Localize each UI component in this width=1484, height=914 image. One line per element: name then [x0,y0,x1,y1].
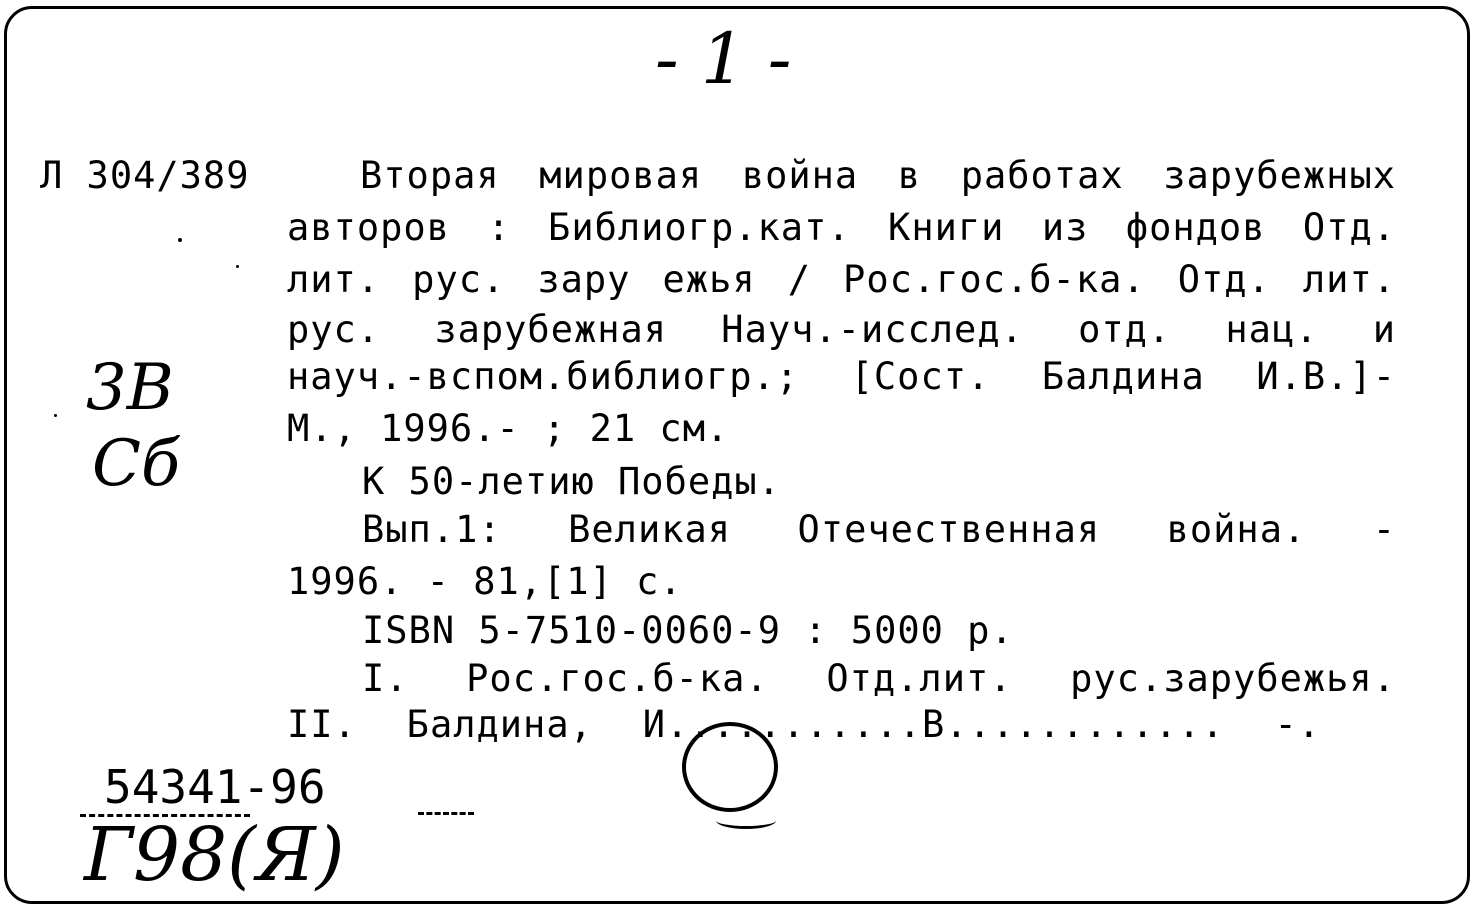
call-number: Л 304/389 [40,154,250,197]
speck [54,414,57,417]
entry-line: рус. зарубежная Науч.-исслед. отд. нац. и [287,308,1396,351]
speck [236,265,239,268]
entry-line: М., 1996.- ; 21 см. [287,407,730,450]
entry-line: Вторая мировая война в работах зарубежных [360,154,1396,197]
entry-line: II. Балдина, И...........В............ -. [287,703,1321,746]
entry-line: I. Рос.гос.б-ка. Отд.лит. рус.зарубежья. [362,657,1396,700]
entry-line: науч.-вспом.библиогр.; [Сост. Балдина И.В.]- [287,355,1396,398]
handwritten-shelf-code: Г98(Я) [84,812,345,898]
handwritten-mark-bottom: Сб [92,427,181,501]
stamp-circle [682,722,778,812]
entry-line: К 50-летию Победы. [362,460,781,503]
entry-line: лит. рус. зару ежья / Рос.гос.б-ка. Отд. лит. [287,258,1396,301]
entry-line: Вып.1: Великая Отечественная война. - [362,508,1396,551]
faded-text-fragment [418,812,474,820]
entry-line: авторов : Библиогр.кат. Книги из фондов Отд. [287,206,1396,249]
handwritten-mark-top: 3B [86,351,174,425]
entry-line: 1996. - 81,[1] с. [287,560,683,603]
speck [178,238,182,242]
stamp-smudge [716,812,776,829]
entry-line: ISBN 5-7510-0060-9 : 5000 р. [362,609,1014,652]
accession-number: 54341-96 [104,760,326,814]
page-number: - 1 - [655,18,792,100]
